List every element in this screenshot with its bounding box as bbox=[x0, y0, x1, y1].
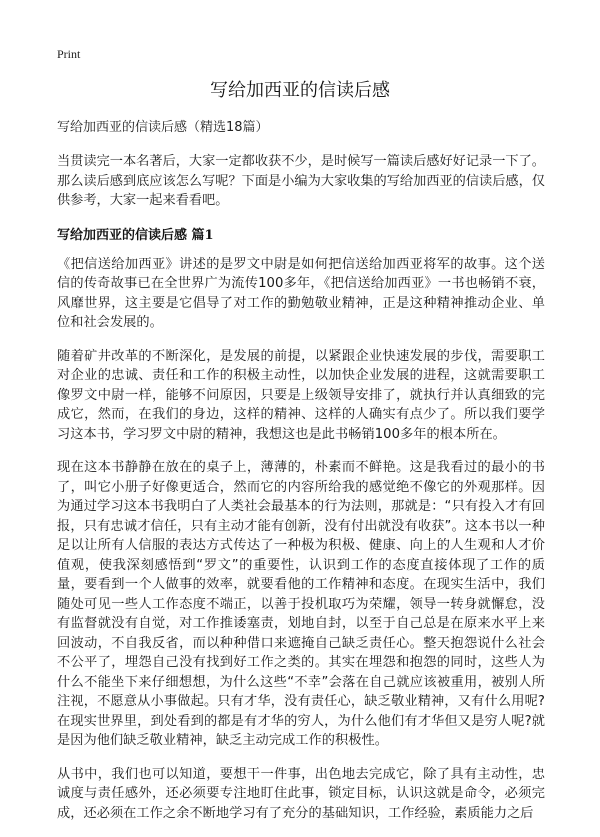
body-paragraph-3: 现在这本书静静在放在的桌子上，薄薄的，朴素而不鲜艳。这是我看过的最小的书了，叫它小册子好像更适合，然而它的内容所给我的感觉绝不像它的外观那样。因为通过学习这本书我明白了人类社会最基本的行为法则，那就是：“只有投入才有回报，只有忠诚才信任，只有主动才能有创新，没有付出就没有收获”。这本书以一种足以让所有人信服的表达方式传达了一种极为积极、健康、向上的人生观和人才价值观，使我深刻感悟到“罗文”的重要性，认识到工作的态度直接体现了工作的质量，要看到一个人做事的效率，就要看他的工作精神和态度。在现实生活中，我们随处可见一些人工作态度不端正，以善于投机取巧为荣耀，领导一转身就懈怠，没有监督就没有自觉，对工作推诿塞责，划地自封，以至于自己总是在原来水平上来回波动，不自我反省，而以种种借口来遮掩自己缺乏责任心。整天抱怨说什么社会不公平了，埋怨自己没有找到好工作之类的。其实在埋怨和抱怨的同时，这些人为什么不能坐下来仔细想想，为什么这些“不幸”会落在自己就应该被重用，被别人所注视，不愿意从小事做起。只有才华，没有责任心，缺乏敬业精神，又有什么用呢?在现实世界里，到处看到的都是有才华的穷人，为什么他们有才华但又是穷人呢?就是因为他们缺乏敬业精神，缺乏主动完成工作的积极性。 bbox=[57, 460, 545, 748]
body-paragraph-2: 随着矿井改革的不断深化，是发展的前提，以紧跟企业快速发展的步伐，需要职工对企业的忠诚、责任和工作的积极主动性，以加快企业发展的进程，这就需要职工像罗文中尉一样，能够不问原因，只要是上级领导安排了，就执行并认真细致的完成它，然而，在我们的身边，这样的精神、这样的人确实有点少了。所以我们要学习这本书，学习罗文中尉的精神，我想这也是此书畅销100多年的根本所在。 bbox=[57, 348, 545, 442]
page-title: 写给加西亚的信读后感 bbox=[210, 80, 390, 101]
body-paragraph-4: 从书中，我们也可以知道，要想干一件事，出色地去完成它，除了具有主动性，忠诚度与责任感外，还必须要专注地盯住此事，锁定目标，认识这就是命令，必须完成，还必须在工作之余不断地学习有了充分的基础知识，工作经验，素质能力之后 bbox=[57, 766, 545, 821]
intro-paragraph: 当贯读完一本名著后，大家一定都收获不少，是时候写一篇读后感好好记录一下了。那么读后感到底应该怎么写呢？下面是小编为大家收集的写给加西亚的信读后感，仅供参考，大家一起来看看吧。 bbox=[57, 154, 545, 208]
section-heading: 写给加西亚的信读后感 篇1 bbox=[57, 227, 214, 243]
article-subtitle: 写给加西亚的信读后感（精选18篇） bbox=[57, 120, 269, 135]
article-body bbox=[57, 118, 545, 837]
body-paragraph-1: 《把信送给加西亚》讲述的是罗文中尉是如何把信送给加西亚将军的故事。这个送信的传奇故事已在全世界广为流传100多年，《把信送给加西亚》一书也畅销不衰，风靡世界，这主要是它倡导了对工作的勤勉敬业精神，正是这种精神推动企业、单位和社会发展的。 bbox=[57, 256, 545, 330]
print-link[interactable]: Print bbox=[57, 47, 81, 61]
